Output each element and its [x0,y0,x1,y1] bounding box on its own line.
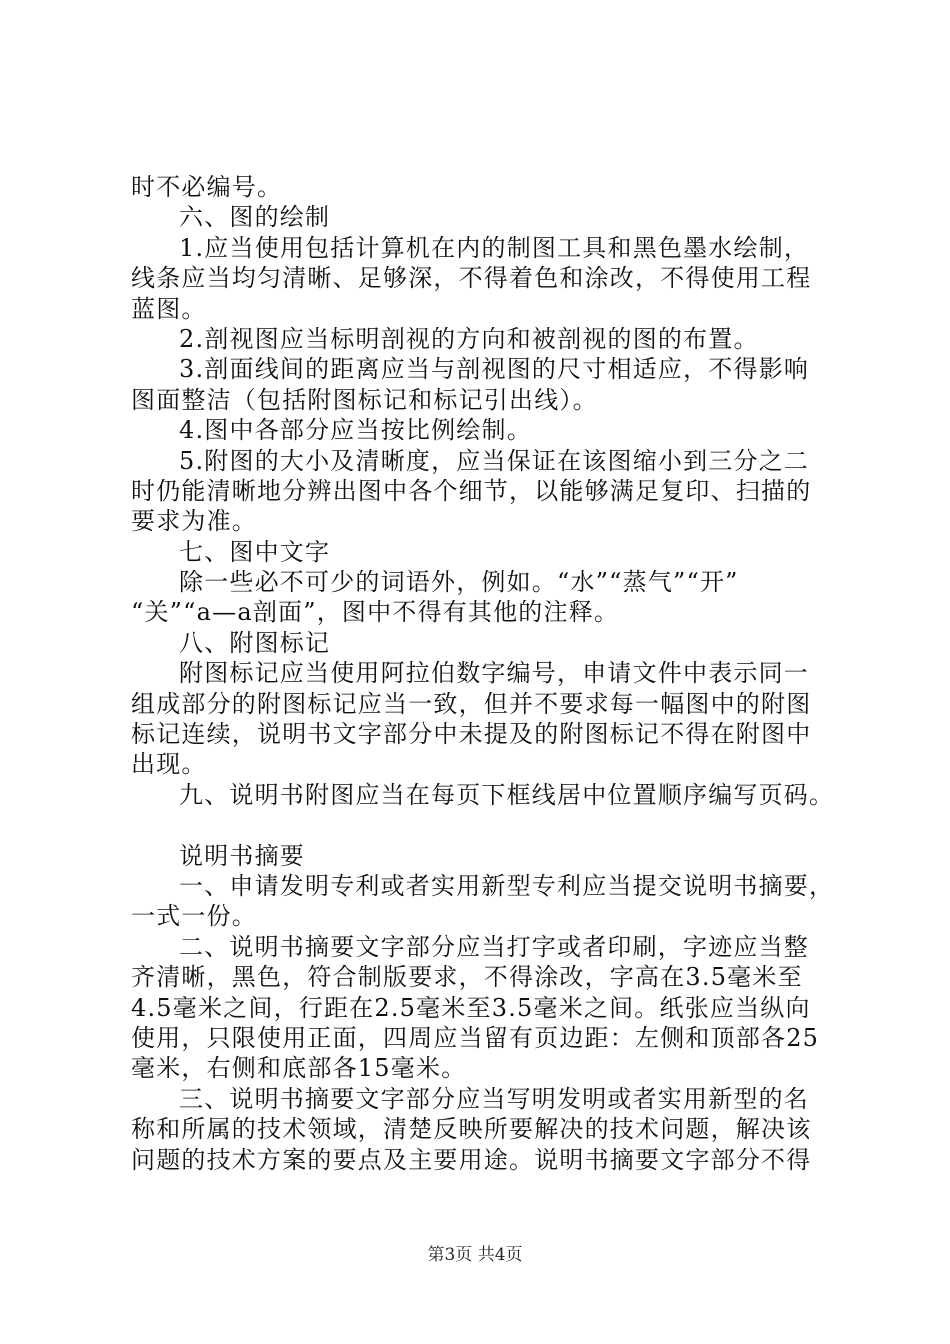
text-line: 一、申请发明专利或者实用新型专利应当提交说明书摘要， [179,871,835,900]
text-line: 二、说明书摘要文字部分应当打字或者印刷，字迹应当整 [179,932,809,961]
text-line: 附图标记应当使用阿拉伯数字编号，申请文件中表示同一 [179,659,809,688]
text-line: “关”“a—a剖面”，图中不得有其他的注释。 [131,598,620,627]
text-line: 线条应当均匀清晰、足够深，不得着色和涂改，不得使用工程 [131,264,812,293]
text-line: 使用，只限使用正面，四周应当留有页边距：左侧和顶部各25 [131,1023,820,1052]
text-line: 时仍能清晰地分辨出图中各个细节，以能够满足复印、扫描的 [131,476,812,505]
text-line: 图面整洁（包括附图标记和标记引出线）。 [131,385,598,414]
text-line: 九、说明书附图应当在每页下框线居中位置顺序编写页码。 [179,780,835,809]
text-line: 蓝图。 [131,294,207,323]
text-line: 六、图的绘制 [179,203,331,232]
blank-line [131,810,831,840]
page-footer [0,1244,950,1266]
text-line: 七、图中文字 [179,537,331,566]
text-line: 问题的技术方案的要点及主要用途。说明书摘要文字部分不得 [131,1145,812,1174]
text-line: 毫米，右侧和底部各15毫米。 [131,1054,467,1083]
page-number: 第3页 共4页 [427,1245,523,1265]
text-line: 2.剖视图应当标明剖视的方向和被剖视的图的布置。 [179,324,759,353]
text-line: 3.剖面线间的距离应当与剖视图的尺寸相适应，不得影响 [179,355,810,384]
text-line: 5.附图的大小及清晰度，应当保证在该图缩小到三分之二 [179,446,810,475]
text-line: 要求为准。 [131,507,257,536]
text-line: 4.5毫米之间，行距在2.5毫米至3.5毫米之间。纸张应当纵向 [131,993,811,1022]
text-line: 标记连续，说明书文字部分中未提及的附图标记不得在附图中 [131,720,812,749]
document-body [131,172,835,1175]
text-line: 称和所属的技术领域，清楚反映所要解决的技术问题，解决该 [131,1115,812,1144]
text-line: 三、说明书摘要文字部分应当写明发明或者实用新型的名 [179,1084,809,1113]
text-line: 出现。 [131,750,207,779]
text-line: 八、附图标记 [179,628,331,657]
text-line: 说明书摘要 [179,841,305,870]
text-line: 一式一份。 [131,902,257,931]
text-line: 时不必编号。 [131,173,283,201]
text-line: 4.图中各部分应当按比例绘制。 [179,416,532,445]
text-line: 齐清晰，黑色，符合制版要求，不得涂改，字高在3.5毫米至 [131,963,803,992]
text-line: 1.应当使用包括计算机在内的制图工具和黑色墨水绘制， [179,233,810,262]
text-line: 组成部分的附图标记应当一致，但并不要求每一幅图中的附图 [131,689,812,718]
text-line: 除一些必不可少的词语外，例如。“水”“蒸气”“开” [179,568,739,597]
